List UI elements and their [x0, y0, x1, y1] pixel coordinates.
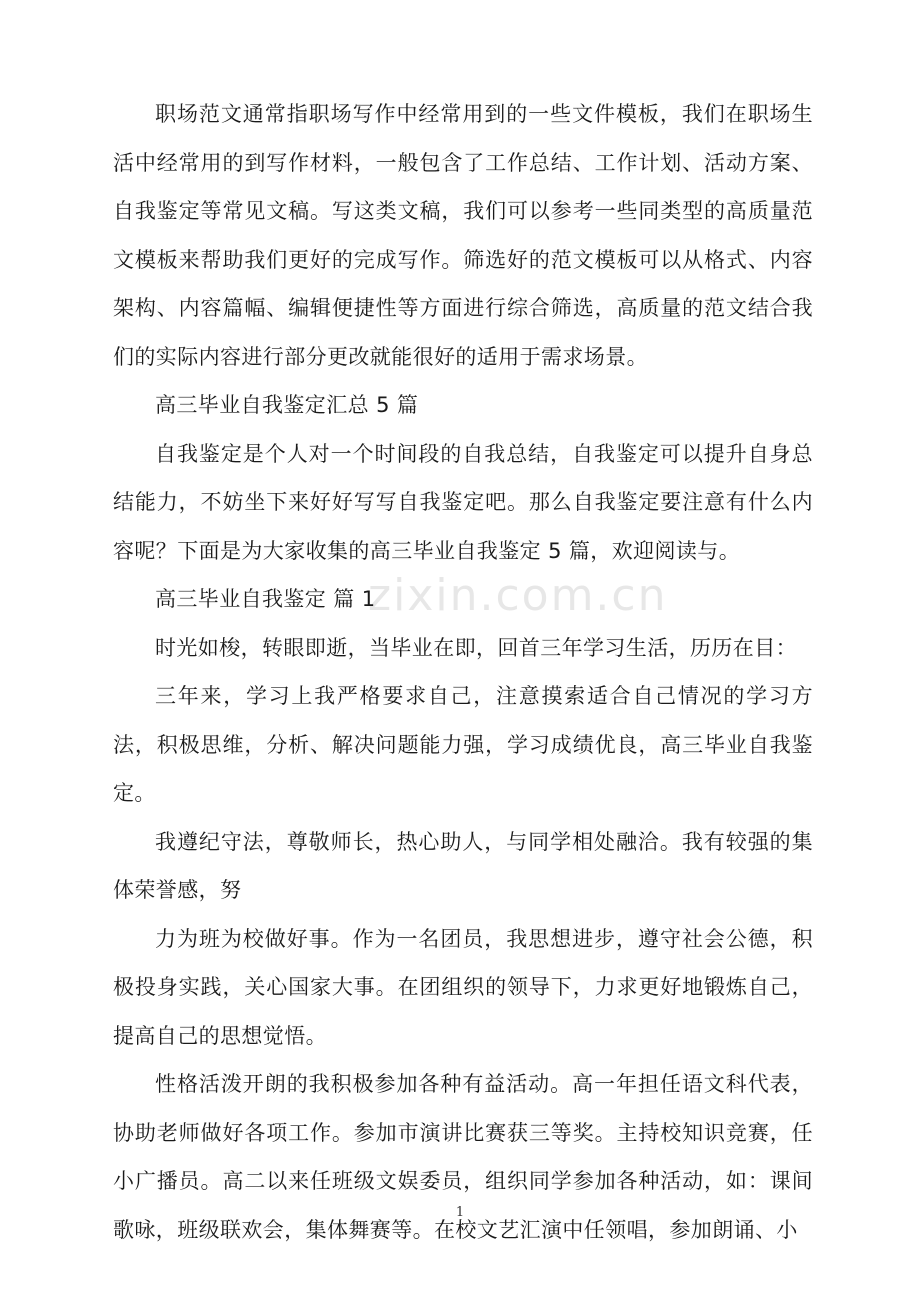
body-paragraph: 三年来，学习上我严格要求自己，注意摸索适合自己情况的学习方法，积极思维，分析、解决问题能力强，学习成绩优良，高三毕业自我鉴定。 — [113, 684, 813, 805]
body-paragraph: 我遵纪守法，尊敬师长，热心助人，与同学相处融洽。我有较强的集体荣誉感，努 — [113, 829, 813, 902]
page-number: 1 — [455, 1205, 465, 1220]
intro-paragraph: 职场范文通常指职场写作中经常用到的一些文件模板，我们在职场生活中经常用的到写作材料，一般包含了工作总结、工作计划、活动方案、自我鉴定等常见文稿。写这类文稿，我们可以参考一些同类型的高质量范文模板来帮助我们更好的完成写作。筛选好的范文模板可以从格式、内容架构、内容篇幅、编辑便捷性等方面进行综合筛选，高质量的范文结合我们的实际内容进行部分更改就能很好的适用于需求场景。 — [113, 102, 813, 369]
body-paragraph: 性格活泼开朗的我积极参加各种有益活动。高一年担任语文科代表，协助老师做好各项工作。参加市演讲比赛获三等奖。主持校知识竞赛，任小广播员。高二以来任班级文娱委员，组织同学参加各种活动，如：课间歌咏，班级联欢会，集体舞赛等。在校文艺汇演中任领唱，参加朗诵、小 — [113, 1072, 813, 1242]
document-body — [113, 90, 813, 1254]
section-heading: 高三毕业自我鉴定 篇 1 — [155, 587, 376, 611]
watermark: zixin.com.cn — [368, 570, 668, 621]
body-paragraph: 力为班为校做好事。作为一名团员，我思想进步，遵守社会公德，积极投身实践，关心国家大事。在团组织的领导下，力求更好地锻炼自己，提高自己的思想觉悟。 — [113, 926, 813, 1048]
body-paragraph: 时光如梭，转眼即逝，当毕业在即，回首三年学习生活，历历在目： — [155, 635, 797, 660]
summary-paragraph: 自我鉴定是个人对一个时间段的自我总结，自我鉴定可以提升自身总结能力，不妨坐下来好好写写自我鉴定吧。那么自我鉴定要注意有什么内容呢？下面是为大家收集的高三毕业自我鉴定 5 篇，欢迎阅读与。 — [113, 441, 813, 563]
document-title: 高三毕业自我鉴定汇总 5 篇 — [155, 393, 419, 417]
